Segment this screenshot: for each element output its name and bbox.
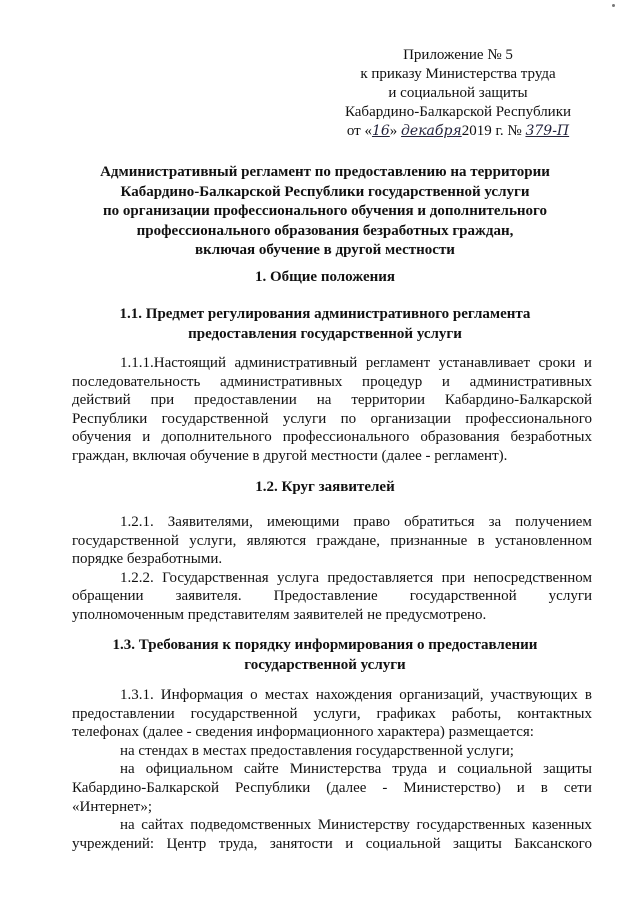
title-line: по организации профессионального обучения и дополнительного [103, 203, 547, 219]
date-prefix: от « [346, 123, 372, 139]
text-line: Республики государственной услуги по организации профессионального [72, 410, 592, 427]
heading-line: 1.1. Предмет регулирования административного регламента [119, 306, 531, 322]
text-line: действий при предоставлении на территории Кабардино-Балкарской [72, 392, 592, 409]
heading-line: 1.3. Требования к порядку информирования о предоставлении [112, 637, 538, 653]
text-line: «Интернет»; [72, 798, 152, 815]
text-line: 1.2.2. Государственная услуга предоставляется при непосредственном [120, 569, 592, 586]
heading-line: государственной услуги [244, 656, 406, 673]
text-line: Кабардино-Балкарской Республики (далее - Министерство) и в сети [72, 779, 592, 796]
text-line: на официальном сайте Министерства труда и социальной защиты [120, 761, 592, 778]
section-heading-1: 1. Общие положения [254, 269, 396, 285]
section-heading-1-1 [60, 305, 590, 344]
text-line: предоставлении государственной услуги, графиках работы, контактных [72, 705, 592, 722]
document-title [60, 163, 590, 261]
handwritten-number: 379-П [525, 123, 570, 139]
appendix-line: Кабардино-Балкарской Республики [344, 104, 572, 120]
text-line: граждан, включая обучение в другой местности (далее - регламент). [72, 447, 508, 464]
text-line: телефонах (далее - сведения информационного характера) размещается: [72, 724, 534, 741]
title-line: Кабардино-Балкарской Республики государственной услуги [120, 183, 530, 200]
text-line: 1.3.1. Информация о местах нахождения организаций, участвующих в [120, 687, 592, 703]
text-line: 1.2.1. Заявителями, имеющими право обратиться за получением [120, 514, 592, 530]
date-year: 2019 г. № [461, 123, 526, 139]
text-line: обучения и дополнительного профессионального образования безработных [72, 429, 592, 446]
appendix-header [330, 46, 586, 141]
handwritten-day: 16 [371, 123, 390, 139]
text-line: на стендах в местах предоставления государственной услуги; [120, 742, 514, 759]
text-line: 1.1.1.Настоящий административный регламент устанавливает сроки и [120, 355, 592, 371]
appendix-line: и социальной защиты [388, 85, 528, 101]
text-line: государственной услуги, являются граждане, признанные в установленном [72, 532, 592, 549]
title-line: включая обучение в другой местности [195, 242, 455, 258]
title-line: Административный регламент по предоставлению на территории [100, 164, 550, 180]
text-line: уполномоченным представителям заявителей не предусмотрено. [72, 606, 487, 623]
text-line: на сайтах подведомственных Министерству государственных казенных [120, 817, 592, 834]
handwritten-month: декабря [401, 123, 462, 139]
title-line: профессионального образования безработных граждан, [136, 222, 514, 239]
appendix-date-line [330, 122, 586, 141]
text-line: последовательность административных процедур и административных [72, 373, 592, 390]
date-mid: » [389, 123, 402, 139]
text-line: обращении заявителя. Предоставление государственной услуги [72, 588, 592, 605]
paragraph-1-3-1 [72, 686, 592, 853]
heading-line: предоставления государственной услуги [188, 325, 462, 342]
text-line: порядке безработными. [72, 551, 223, 568]
section-heading-1-3 [60, 636, 590, 675]
scan-speck [612, 4, 615, 7]
paragraph-1-1-1 [72, 354, 592, 466]
text-line: учреждений: Центр труда, занятости и социальной защиты Баксанского [72, 835, 592, 852]
appendix-line: к приказу Министерства труда [360, 66, 556, 82]
section-heading-1-2: 1.2. Круг заявителей [255, 479, 395, 495]
paragraph-1-2 [72, 513, 592, 625]
appendix-line: Приложение № 5 [403, 47, 513, 63]
